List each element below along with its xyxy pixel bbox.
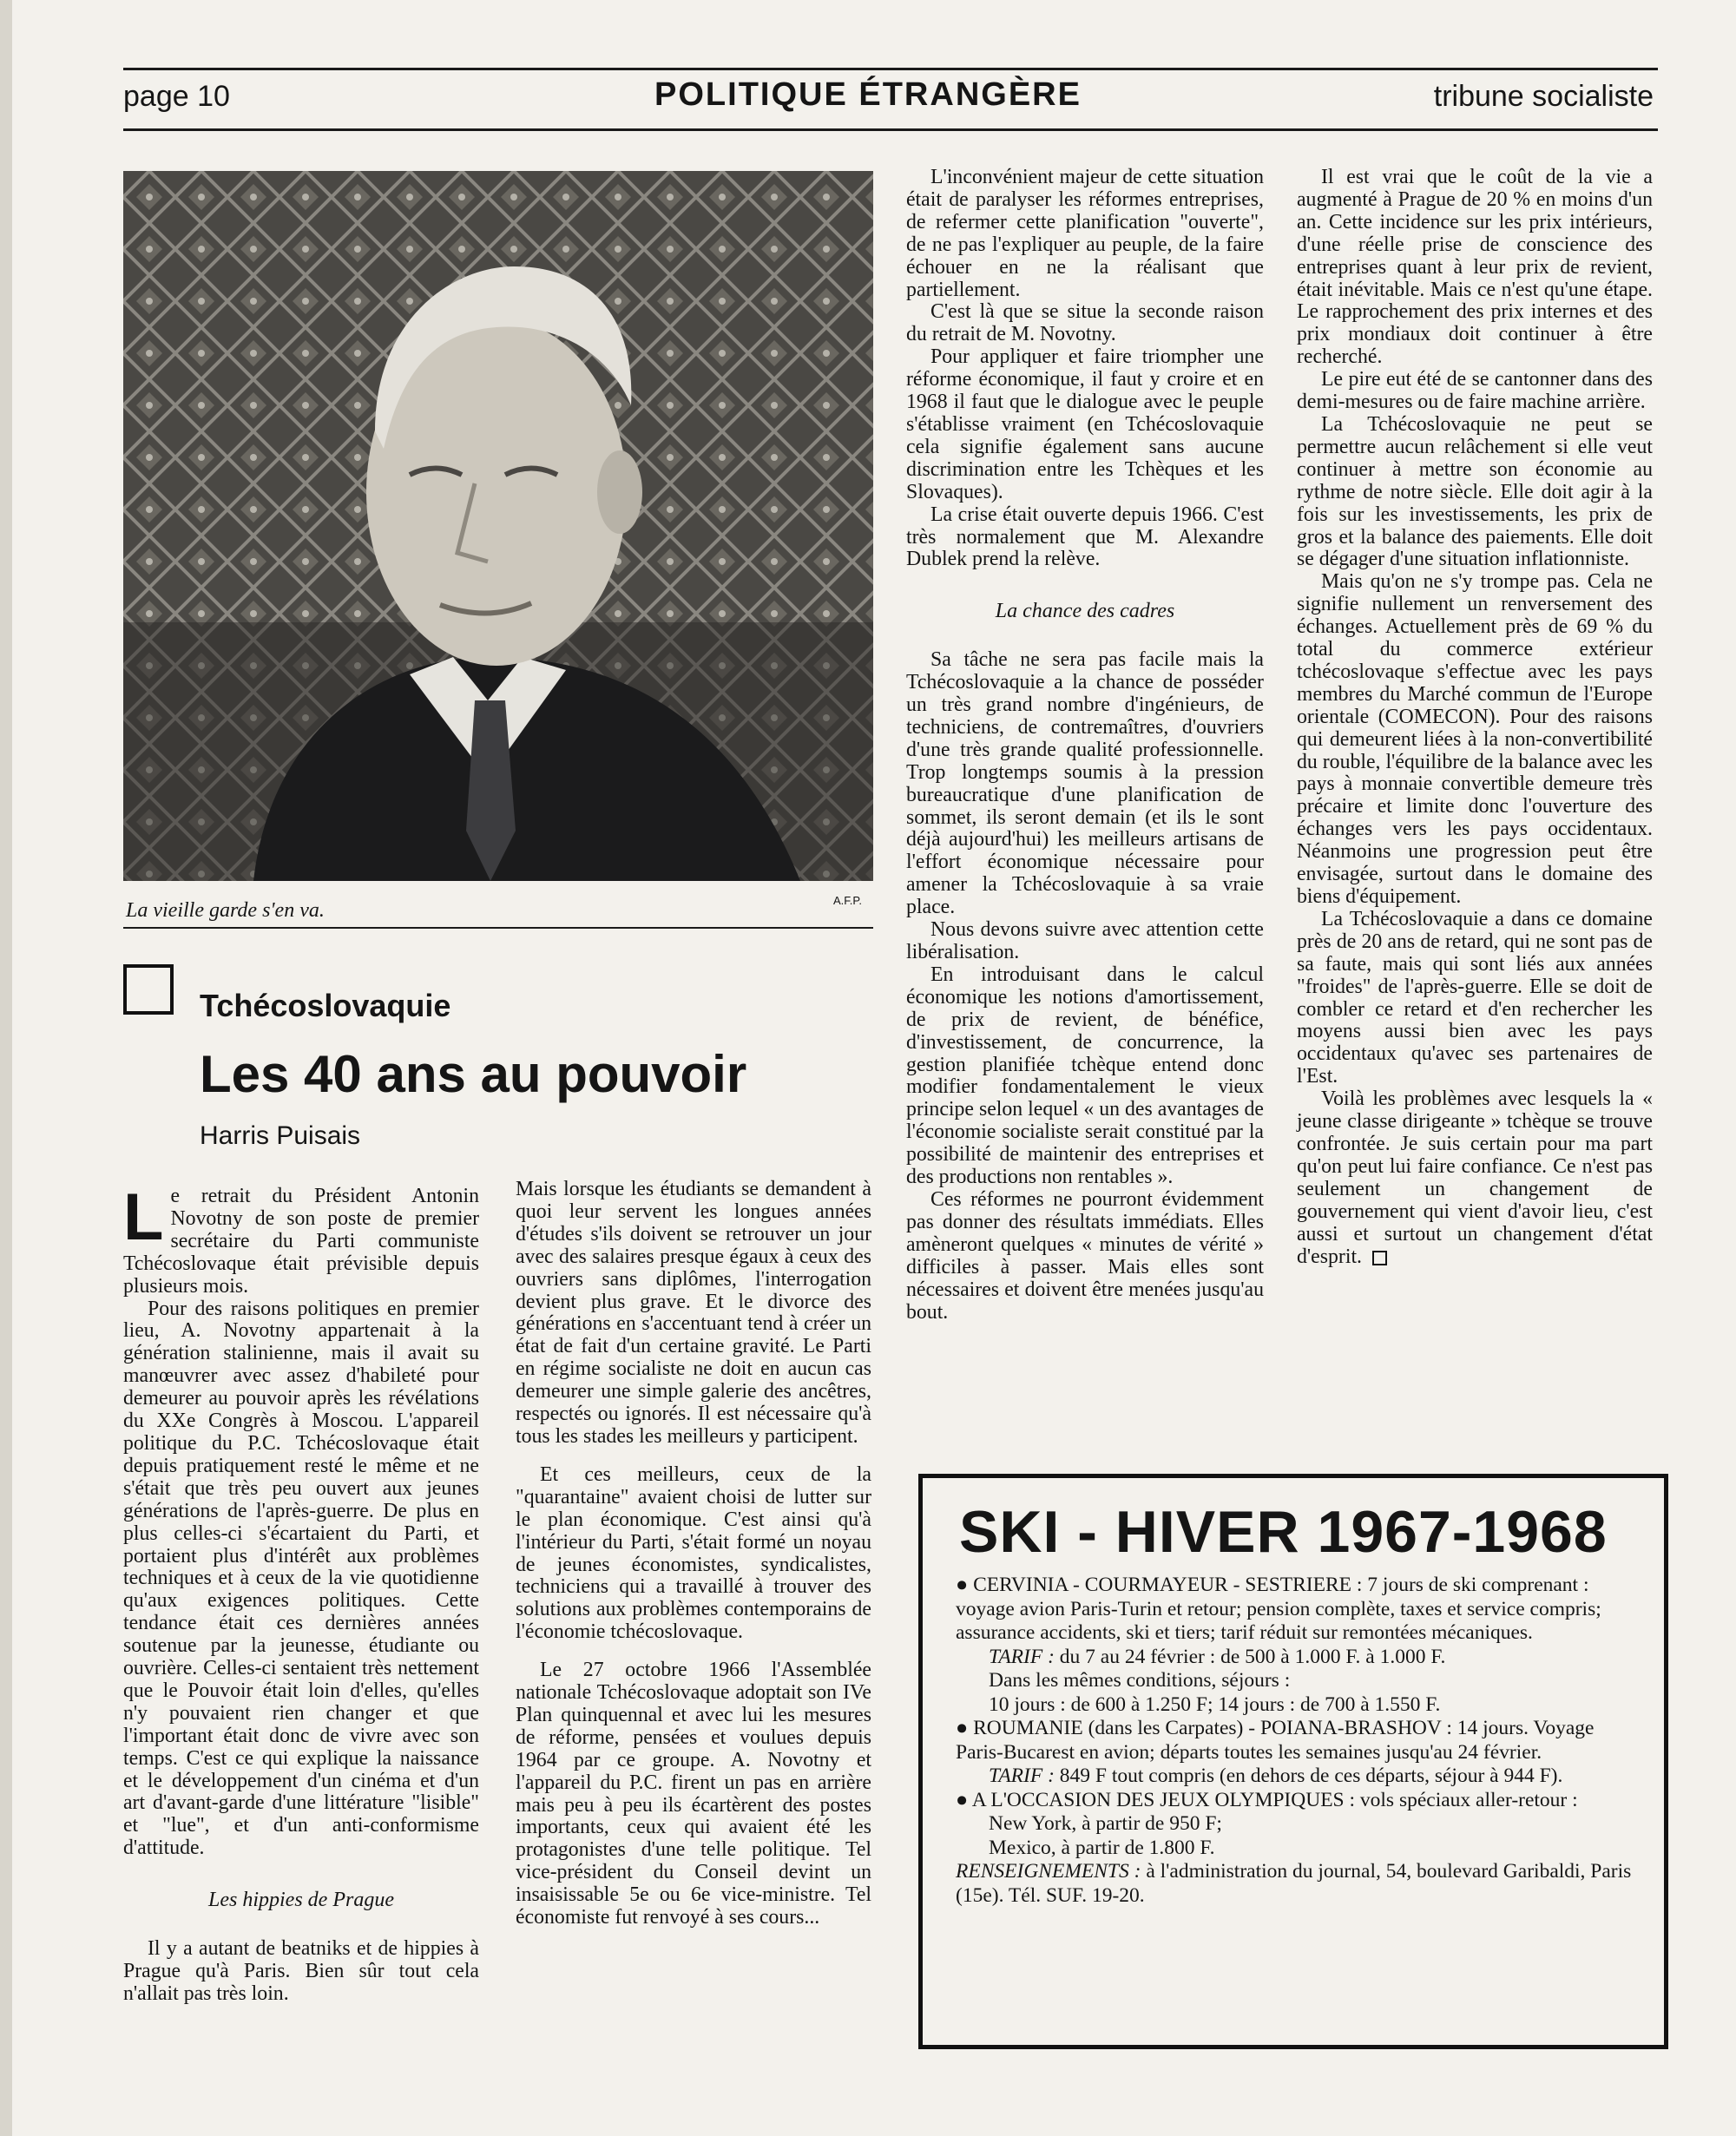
article-paragraph: Le 27 octobre 1966 l'Assemblée nationale Tchécoslovaque adoptait son IVe Plan quinquennal et avec lui les mesures de réforme, pensées et voulues depuis 1964 par ce groupe. A. Novotny et l'appareil du P.C. firent un pas en arrière mais peu à peu ils écartèrent des postes importants, ceux qui avaient été les protagonistes d'une telle politique. Tel vice-président du Conseil devint un insaisissable 5e ou 6e vice-ministre. Tel économiste fut renvoyé à ses cours... [516, 1659, 871, 1929]
ad-new-york: New York, à partir de 950 F; [989, 1812, 1222, 1835]
article-paragraph: La Tchécoslovaquie a dans ce domaine près de 20 ans de retard, qui ne sont pas de sa faute, mais qui sont liés aux années "froides" de l'après-guerre. Elle se doit de combler ce retard et d'en rechercher les moyens aussi bien avec les pays occidentaux qu'avec ses partenaires de l'Est. [1297, 907, 1653, 1088]
ad-text: A L'OCCASION DES JEUX OLYMPIQUES : vols spéciaux aller-retour : [971, 1788, 1578, 1811]
caption-rule [123, 927, 873, 929]
bullet-icon: ● [956, 1574, 969, 1596]
article-paragraph: Et ces meilleurs, ceux de la "quarantaine" avaient choisi de lutter sur le plan économique. C'est ainsi qu'à l'intérieur du Parti, s'était formé un noyau de jeunes économistes, syndicalistes, techniciens qui a travaillé à trouver des solutions aux problèmes contemporains de l'économie tchécoslovaque. [516, 1462, 871, 1644]
drop-cap: L [123, 1180, 164, 1254]
article-paragraph: Mais lorsque les étudiants se demandent à quoi leur servent les longues années d'études s'ils doivent se retrouver un jour avec des salaires presque égaux à ceux des ouvriers sans diplômes, l'interrogation devient plus grave. Et le divorce des générations en s'accentuant tend à créer un état de fait d'un certaine gravité. Le Parti en régime socialiste ne doit en aucun cas demeurer une simple galerie des ancêtres, respectés ou ignorés. Il est nécessaire qu'à tous les stades les meilleurs y participent. [516, 1178, 871, 1448]
ad-conditions: Dans les mêmes conditions, séjours : [989, 1669, 1291, 1692]
page-number: page 10 [123, 80, 230, 113]
ad-text: à l'administration du journal, 54, boulevard Garibaldi, Paris (15e). Tél. SUF. 19-20. [956, 1860, 1632, 1907]
article-paragraph: Pour des raisons politiques en premier lieu, A. Novotny appartenait à la génération stalinienne, mais il avait su manœuvrer avec assez d'habileté pour demeurer au pouvoir après les révélations du XXe Congrès à Moscou. L'appareil politique du P.C. Tchécoslovaque était depuis pratiquement resté le même et ne s'était que très peu ouvert aux jeunes générations de l'après-guerre. De plus en plus celles-ci s'écartaient du Parti, et portaient plus d'intérêt aux problèmes techniques et à ceux de la vie quotidienne qu'aux exigences politiques. Cette tendance était ces dernières années soutenue par la jeunesse, étudiante ou ouvrière. Celles-ci sentaient très nettement que le Pouvoir était loin d'elles, qu'elles n'y pouvaient rien changer et que l'important était donc de vivre avec son temps. C'est ce qui explique la naissance et le développement d'un cinéma et d'un art d'avant-garde d'une littérature "lisible" et "lue", et d'un anti-conformisme d'attitude. [123, 1297, 479, 1860]
article-kicker: Tchécoslovaquie [200, 988, 451, 1023]
paragraph-text: e retrait du Président Antonin Novotny de son poste de premier secrétaire du Parti communiste Tchécoslovaque était prévisible depuis plusieurs mois. [123, 1185, 479, 1298]
ad-item-roumanie [956, 1717, 1634, 1765]
paragraph-text: Voilà les problèmes avec lesquels la « jeune classe dirigeante » tchèque se trouve confrontée. Je suis certain pour ma part qu'on peut lui faire confiance. Ce n'est pas seulement un changement de gouvernement qui vient d'avoir lieu, c'est aussi et surtout un changement d'état d'esprit. [1297, 1088, 1653, 1268]
photo-caption: La vieille garde s'en va. [126, 899, 325, 922]
scan-edge [0, 0, 12, 2136]
subheading-cadres: La chance des cadres [995, 600, 1175, 623]
subheading-hippies: Les hippies de Prague [208, 1889, 394, 1912]
ad-item-jeux [956, 1789, 1634, 1813]
ad-tarif-label: TARIF : [989, 1645, 1055, 1668]
article-paragraph: L'inconvénient majeur de cette situation était de paralyser les réformes entreprises, de refermer cette planification "ouverte", de ne pas l'expliquer au peuple, de la faire échouer en ne la réalisant que partiellement. [906, 166, 1264, 301]
article-byline: Harris Puisais [200, 1121, 361, 1150]
ad-text: 849 F tout compris (en dehors de ces départs, séjour à 944 F). [1059, 1765, 1563, 1787]
article-paragraph [1297, 1088, 1653, 1268]
ad-text: du 7 au 24 février : de 500 à 1.000 F. à 1.000 F. [1059, 1645, 1446, 1668]
publication-name: tribune socialiste [1433, 80, 1654, 113]
article-paragraph: La Tchécoslovaquie ne peut se permettre aucun relâchement si elle veut continuer à mettre son économie au rythme de notre siècle. Elle doit agir à la fois sur les investissements, les prix de gros et la balance des paiements. Elle doit se dégager d'une situation inflationniste. [1297, 412, 1653, 571]
article-paragraph: C'est là que se situe la seconde raison du retrait de M. Novotny. [906, 300, 1264, 346]
article-paragraph: La crise était ouverte depuis 1966. C'est très normalement que M. Alexandre Dublek prend la relève. [906, 503, 1264, 571]
ad-text: ROUMANIE (dans les Carpates) - POIANA-BRASHOV : 14 jours. Voyage Paris-Bucarest en avion; départs toutes les semaines jusqu'au 24 février. [956, 1717, 1595, 1764]
ad-item-cervinia [956, 1574, 1634, 1646]
article-paragraph: Pour appliquer et faire triompher une réforme économique, il faut y croire et en 1968 il faut que le dialogue avec le peuple s'établisse vraiment (en Tchécoslovaquie cela signifie également sans aucune discrimination entre les Tchèques et les Slovaques). [906, 345, 1264, 503]
ad-conditions-detail: 10 jours : de 600 à 1.250 F; 14 jours : de 700 à 1.550 F. [989, 1692, 1441, 1716]
ad-renseignements [956, 1860, 1634, 1908]
article-paragraph: Mais qu'on ne s'y trompe pas. Cela ne signifie nullement un renversement des échanges. Actuellement près de 69 % du total du commerce extérieur tchécoslovaque s'effectue avec les pays membres du Marché commun de l'Europe orientale (COMECON). Pour des raisons qui demeurent liées à la non-convertibilité du rouble, l'équilibre de la balance avec les pays à monnaie convertible demeure très précaire et limite donc l'ouverture des échanges vers les pays occidentaux. Néanmoins une progression peut être envisagée, surtout dans le domaine des biens d'équipement. [1297, 570, 1653, 908]
section-title: POLITIQUE ÉTRANGÈRE [654, 76, 1082, 113]
ad-tarif-label: TARIF : [989, 1765, 1055, 1787]
bullet-icon: ● [956, 1788, 969, 1811]
header-top-rule [123, 68, 1658, 70]
article-headline: Les 40 ans au pouvoir [200, 1045, 747, 1103]
ad-tarif-2 [956, 1765, 1634, 1789]
article-paragraph: Sa tâche ne sera pas facile mais la Tchécoslovaquie a la chance de posséder un très grand nombre d'ingénieurs, de techniciens, de contremaîtres, d'ouvriers d'une très grande qualité professionnelle. Trop longtemps soumis à la pression bureaucratique d'une planification de sommet, ils seront demain (et ils le sont déjà aujourd'hui) les meilleurs artisans de l'effort économique nécessaire pour amener la Tchécoslovaquie à sa vraie place. [906, 648, 1264, 919]
bullet-icon: ● [956, 1717, 969, 1739]
article-column-2 [516, 1179, 871, 1929]
photo-credit: A.F.P. [833, 894, 863, 907]
article-paragraph: En introduisant dans le calcul économique les notions d'amortissement, de prix de revient, de bénéfice, d'investissement, de concurrence, la gestion planifiée tchèque entend donc modifier fondamentalement le vieux principe selon lequel « un des avantages de l'économie socialiste serait constitué par la possibilité de maintenir des entreprises et des productions non rentables ». [906, 963, 1264, 1189]
article-paragraph: Le pire eut été de se cantonner dans des demi-mesures ou de faire machine arrière. [1297, 368, 1653, 414]
ad-mexico: Mexico, à partir de 1.800 F. [989, 1836, 1215, 1859]
ad-info-label: RENSEIGNEMENTS : [956, 1860, 1141, 1883]
article-paragraph: Ces réformes ne pourront évidemment pas donner des résultats immédiats. Elles amèneront quelques « minutes de vérité » difficiles à passer. Mais elles sont nécessaires et doivent être menées jusqu'au bout. [906, 1187, 1264, 1324]
header-bottom-rule [123, 128, 1658, 131]
ski-advertisement [918, 1474, 1668, 2049]
article-column-3 [906, 167, 1264, 1324]
title-square-icon [123, 964, 174, 1015]
ad-tarif-1 [956, 1646, 1634, 1670]
article-paragraph [123, 1180, 479, 1298]
ad-title: SKI - HIVER 1967-1968 [959, 1499, 1608, 1565]
end-of-article-icon [1372, 1251, 1387, 1265]
article-paragraph: Il est vrai que le coût de la vie a augmenté à Prague de 20 % en moins d'un an. Cette incidence sur les prix intérieurs, d'une réelle prise de conscience des entreprises quant à leur prix de revient, était inévitable. Mais ce n'est qu'une étape. Le rapprochement des prix internes et des prix mondiaux doit continuer à être recherché. [1297, 166, 1653, 369]
portrait-photo [123, 171, 873, 881]
article-column-4 [1297, 167, 1653, 1268]
article-paragraph: Il y a autant de beatniks et de hippies à Prague qu'à Paris. Bien sûr tout cela n'allait pas très loin. [123, 1937, 479, 2005]
article-column-1 [123, 1180, 479, 2006]
article-paragraph: Nous devons suivre avec attention cette libéralisation. [906, 918, 1264, 963]
ad-text: CERVINIA - COURMAYEUR - SESTRIERE : 7 jours de ski comprenant : voyage avion Paris-Turin et retour; pension complète, taxes et service compris; assurance accidents, ski et tiers; tarif réduit sur remontées mécaniques. [956, 1574, 1601, 1644]
portrait-illustration [123, 171, 873, 881]
